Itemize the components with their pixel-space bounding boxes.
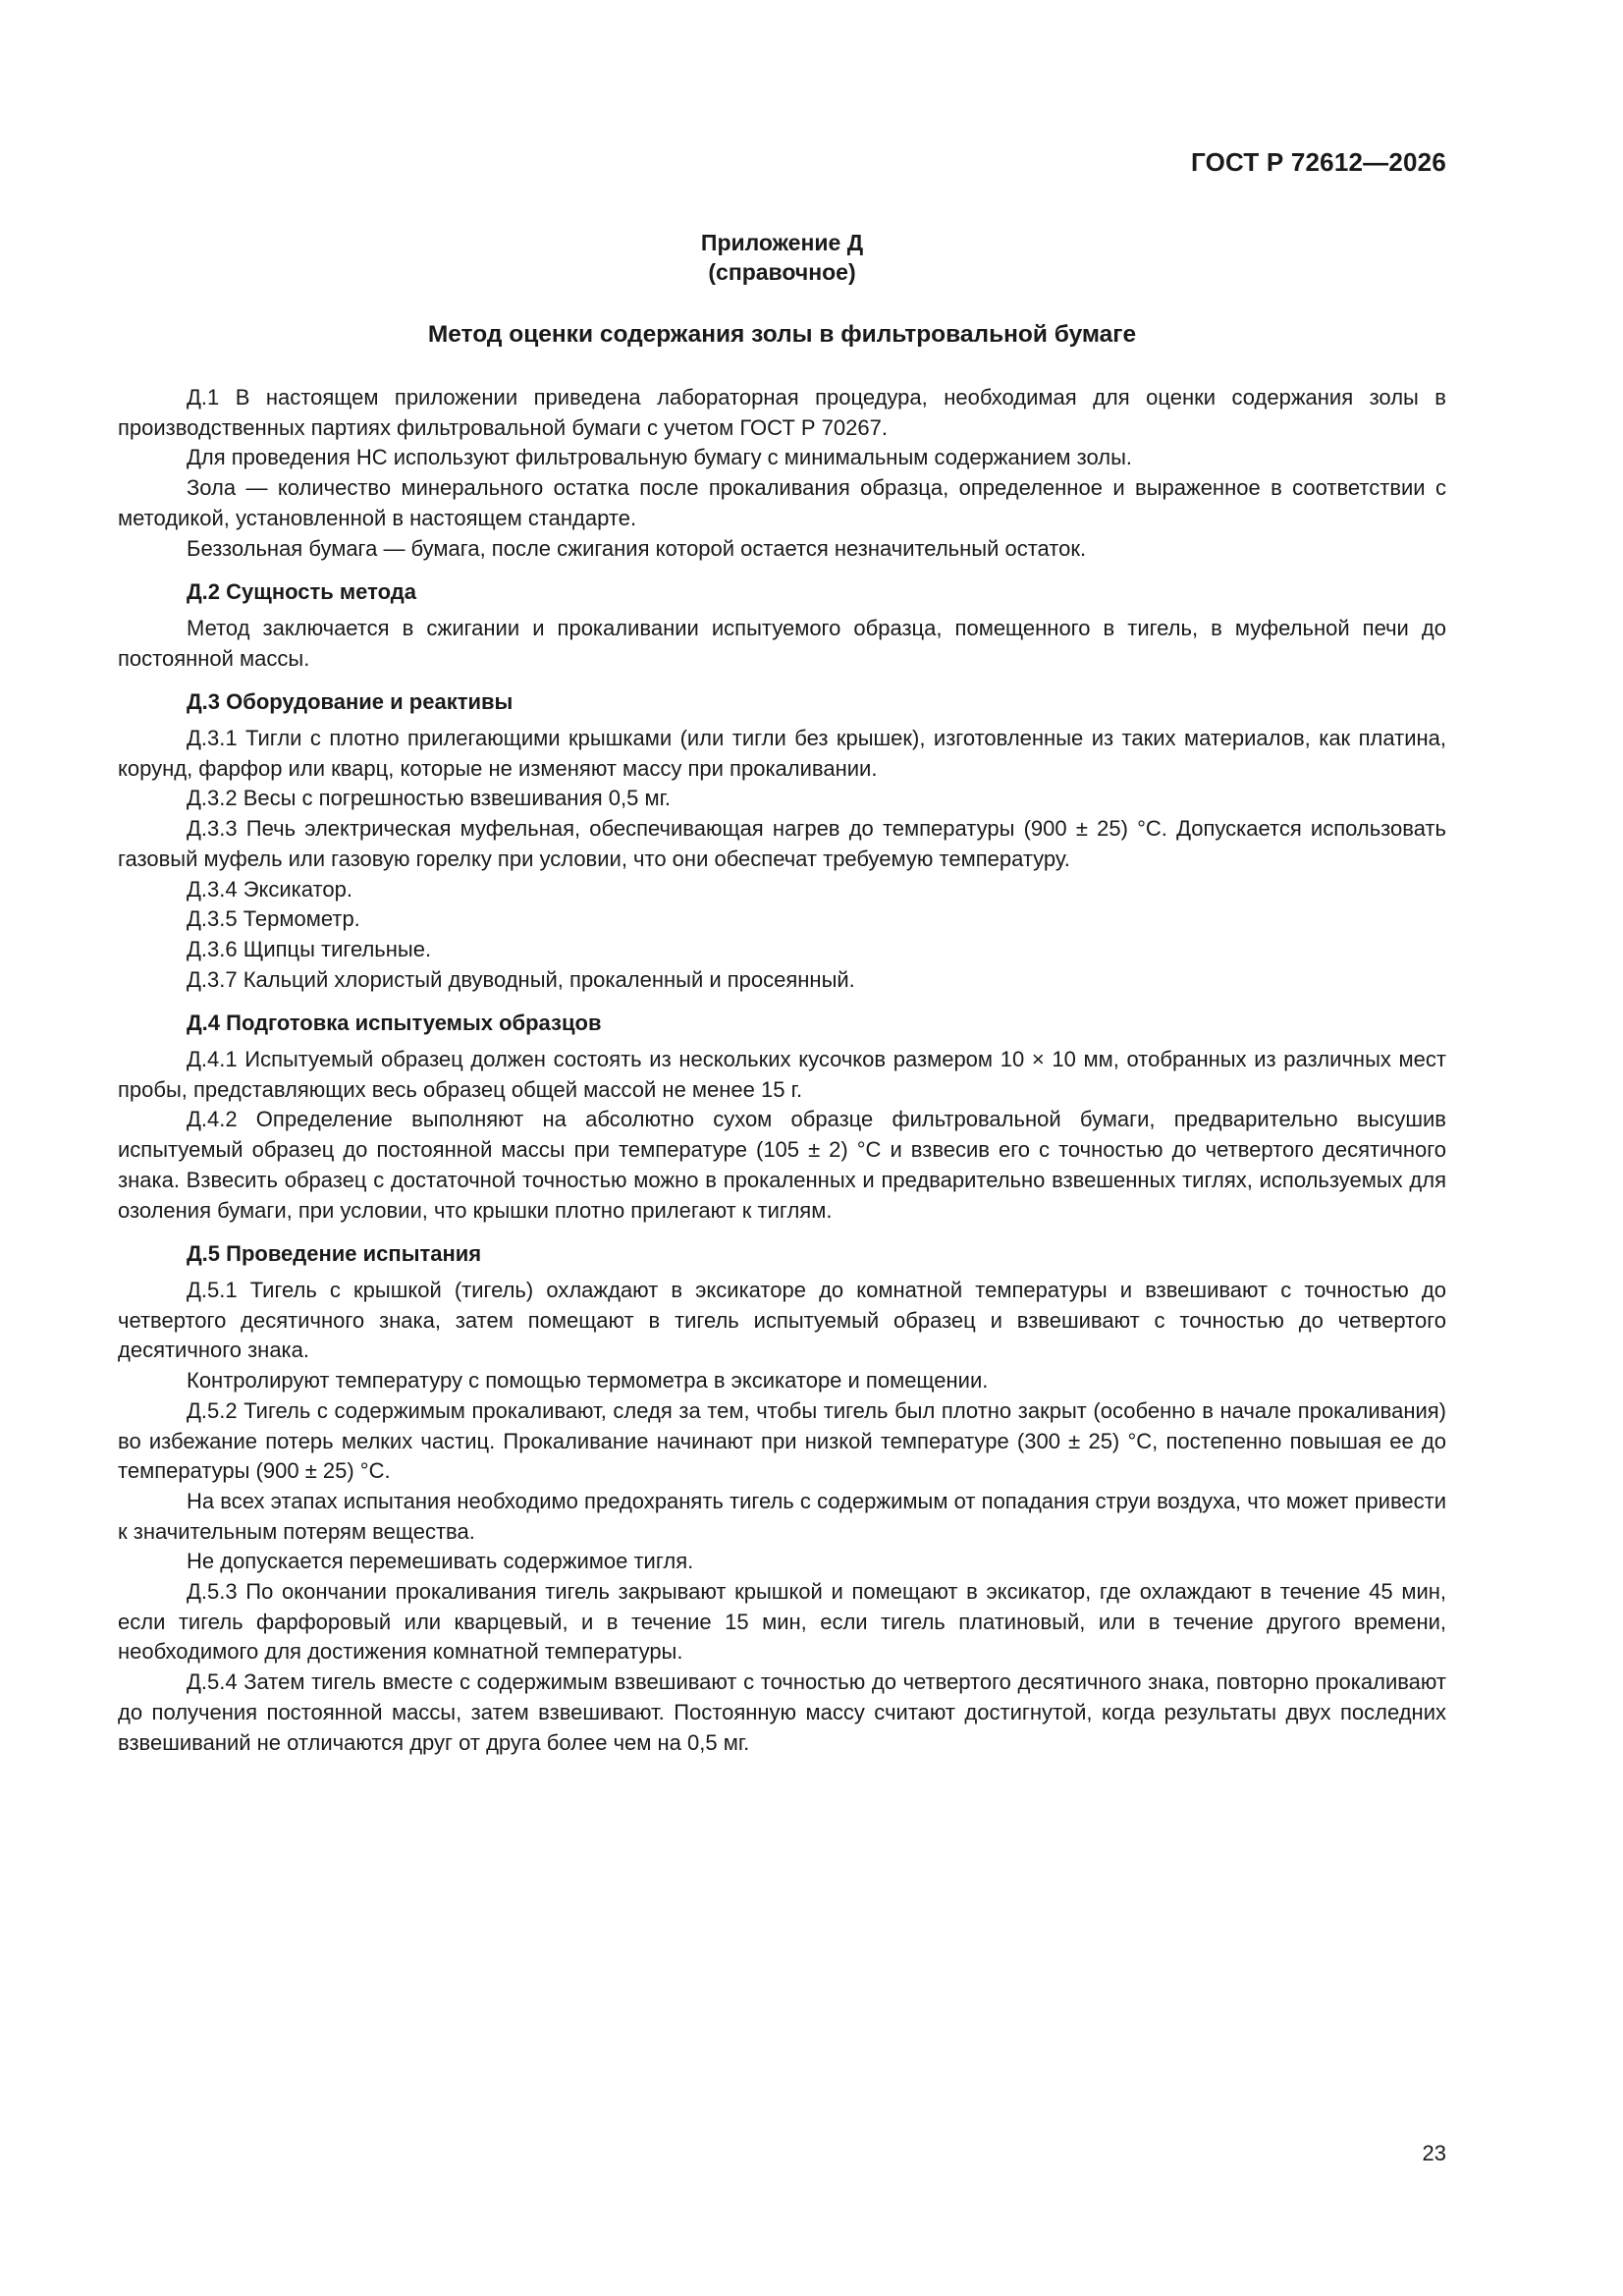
paragraph: Беззольная бумага — бумага, после сжигания которой остается незначительный остаток. bbox=[187, 535, 1087, 561]
paragraph: Д.5.3 По окончании прокаливания тигель закрывают крышкой и помещают в эксикатор, где охлаждают в течение 45 мин, если тигель фарфоровый или кварцевый, и в течение 15 мин, если тигель платиновый, или в течение другого времени, необходимого для достижения комнатной температуры. bbox=[118, 1579, 1446, 1665]
paragraph: Д.3.2 Весы с погрешностью взвешивания 0,5 мг. bbox=[187, 786, 672, 811]
paragraph: Метод заключается в сжигании и прокаливании испытуемого образца, помещенного в тигель, в муфельной печи до постоянной массы. bbox=[118, 615, 1446, 671]
paragraph: Д.4.1 Испытуемый образец должен состоять из нескольких кусочков размером 10 × 10 мм, отобранных из различных мест пробы, представляющих весь образец общей массой не менее 15 г. bbox=[118, 1047, 1446, 1102]
section-heading: Д.3 Оборудование и реактивы bbox=[187, 689, 514, 715]
appendix-heading bbox=[118, 228, 1446, 287]
document-body bbox=[118, 383, 1446, 1758]
section-heading: Д.2 Сущность метода bbox=[187, 579, 416, 605]
paragraph: Д.1 В настоящем приложении приведена лабораторная процедура, необходимая для оценки содержания золы в производственных партиях фильтровальной бумаги с учетом ГОСТ Р 70267. bbox=[118, 385, 1446, 440]
paragraph: Д.3.7 Кальций хлористый двуводный, прокаленный и просеянный. bbox=[187, 966, 855, 992]
appendix-label: Приложение Д bbox=[700, 230, 864, 255]
paragraph: Контролируют температуру с помощью термометра в эксикаторе и помещении. bbox=[187, 1368, 989, 1394]
section-heading: Д.4 Подготовка испытуемых образцов bbox=[187, 1011, 602, 1036]
appendix-type: (справочное) bbox=[708, 259, 856, 285]
appendix-title: Метод оценки содержания золы в фильтровальной бумаге bbox=[427, 321, 1137, 348]
paragraph: Д.5.2 Тигель с содержимым прокаливают, следя за тем, чтобы тигель был плотно закрыт (особенно в начале прокаливания) во избежание потерь мелких частиц. Прокаливание начинают при низкой температуре (300 ± 25) °С, постепенно повышая ее до температуры (900 ± 25) °С. bbox=[118, 1397, 1446, 1484]
paragraph: Не допускается перемешивать содержимое тигля. bbox=[187, 1549, 694, 1574]
paragraph: Д.3.3 Печь электрическая муфельная, обеспечивающая нагрев до температуры (900 ± 25) °С. Допускается использовать газовый муфель или газовую горелку при условии, что они обеспечат требуемую температуру. bbox=[118, 816, 1446, 871]
paragraph: Д.3.1 Тигли с плотно прилегающими крышками (или тигли без крышек), изготовленные из таких материалов, как платина, корунд, фарфор или кварц, которые не изменяют массу при прокаливании. bbox=[118, 726, 1446, 781]
paragraph: На всех этапах испытания необходимо предохранять тигель с содержимым от попадания струи воздуха, что может привести к значительным потерям вещества. bbox=[118, 1488, 1446, 1544]
paragraph: Д.3.4 Эксикатор. bbox=[187, 876, 352, 902]
page-number: 23 bbox=[1422, 2141, 1446, 2165]
paragraph: Д.3.5 Термометр. bbox=[187, 906, 360, 932]
paragraph: Д.3.6 Щипцы тигельные. bbox=[187, 936, 432, 961]
paragraph: Д.5.4 Затем тигель вместе с содержимым взвешивают с точностью до четвертого десятичного знака, повторно прокаливают до получения постоянной массы, затем взвешивают. Постоянную массу считают достигнутой, когда результаты двух последних взвешиваний не отличаются друг от друга более чем на 0,5 мг. bbox=[118, 1669, 1446, 1755]
paragraph: Зола — количество минерального остатка после прокаливания образца, определенное и выраженное в соответствии с методикой, установленной в настоящем стандарте. bbox=[118, 475, 1446, 530]
paragraph: Д.4.2 Определение выполняют на абсолютно сухом образце фильтровальной бумаги, предварительно высушив испытуемый образец до постоянной массы при температуре (105 ± 2) °С и взвесив его с точностью до четвертого десятичного знака. Взвесить образец с достаточной точностью можно в прокаленных и предварительно взвешенных тиглях, используемых для озоления бумаги, при условии, что крышки плотно прилегают к тиглям. bbox=[118, 1107, 1446, 1223]
document-code: ГОСТ Р 72612—2026 bbox=[1191, 147, 1446, 177]
paragraph: Д.5.1 Тигель с крышкой (тигель) охлаждают в эксикаторе до комнатной температуры и взвешивают с точностью до четвертого десятичного знака, затем помещают в тигель испытуемый образец и взвешивают с точностью до четвертого десятичного знака. bbox=[118, 1277, 1446, 1363]
section-heading: Д.5 Проведение испытания bbox=[187, 1241, 482, 1267]
paragraph: Для проведения НС используют фильтровальную бумагу с минимальным содержанием золы. bbox=[187, 445, 1133, 470]
